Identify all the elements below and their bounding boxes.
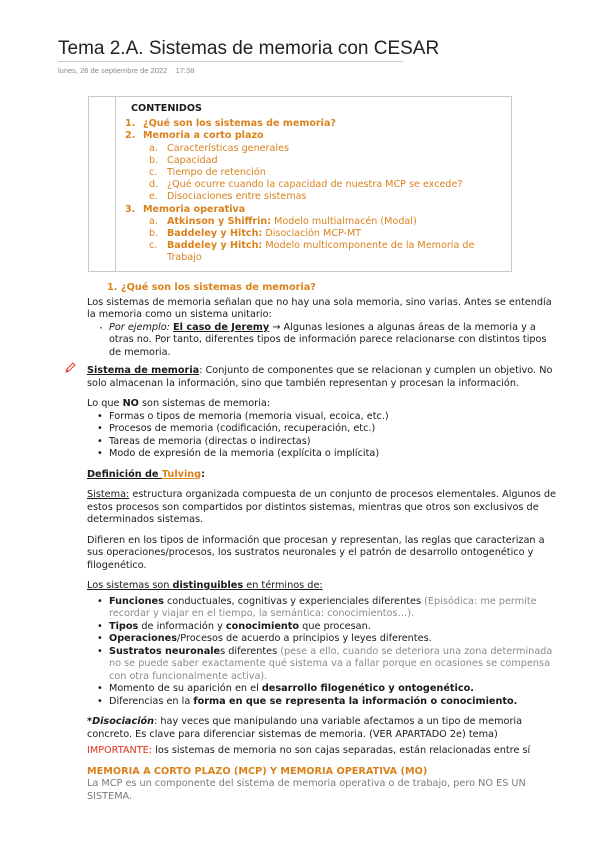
- text: de información y: [138, 620, 226, 632]
- contents-item: [125, 204, 505, 216]
- example-list: [87, 322, 557, 360]
- emphasis: forma en que se representa la información o conocimiento.: [193, 695, 518, 707]
- contents-item-label: Modelo multicomponente de la Memoria de Trabajo: [167, 240, 475, 264]
- contents-item-author: Atkinson y Shiffrin:: [167, 215, 272, 227]
- section-number: 1.: [107, 282, 118, 293]
- tulving-name: Tulving: [161, 468, 202, 480]
- list-item: [109, 633, 557, 646]
- disociacion-term: *Disociación: [87, 716, 155, 727]
- contents-subitem: [125, 143, 505, 155]
- definition-paragraph: [87, 365, 557, 390]
- arrow-icon: →: [272, 321, 281, 333]
- contents-subitem: [125, 179, 505, 191]
- section-heading: [87, 282, 557, 295]
- emphasis: desarrollo filogenético y ontogenético.: [261, 683, 474, 694]
- sistema-paragraph: [87, 489, 557, 527]
- contents-item-label: ¿Qué ocurre cuando la capacidad de nuestra MCP se excede?: [167, 179, 463, 191]
- list-item: • Formas o tipos de memoria (memoria visual, ecoica, etc.): [109, 411, 557, 424]
- contents-item-label: ¿Qué son los sistemas de memoria?: [143, 118, 336, 130]
- list-item: • Modo de expresión de la memoria (explícita o implícita): [109, 448, 557, 461]
- contents-item-label: Modelo multialmacén (Modal): [271, 215, 417, 227]
- sistema-label: Sistema:: [87, 489, 130, 500]
- emphasis: Funciones: [109, 595, 164, 607]
- importante-paragraph: [87, 745, 557, 758]
- text: en términos de:: [243, 580, 323, 591]
- text: son sistemas de memoria:: [138, 398, 271, 409]
- section-heading-text: ¿Qué son los sistemas de memoria?: [121, 282, 316, 293]
- list-item: [109, 621, 557, 634]
- list-item: [109, 683, 557, 696]
- sistema-text: estructura organizada compuesta de un conjunto de procesos elementales. Algunos de estos procesos son compartidos por distintos sistemas, mientras que otros son exclusivos de determinados sistemas.: [87, 489, 557, 525]
- text: conductuales, cognitivas y experienciales diferentes: [163, 595, 422, 607]
- page-title: Tema 2.A. Sistemas de memoria con CESAR: [58, 38, 440, 59]
- distinguibles-intro: [87, 580, 557, 593]
- text: /Procesos de acuerdo a principios y leyes diferentes.: [177, 633, 432, 644]
- contents-subitem: [125, 191, 505, 203]
- list-item: • Tareas de memoria (directas o indirectas): [109, 436, 557, 449]
- importante-text: los sistemas de memoria no son cajas separadas, están relacionadas entre sí: [152, 745, 531, 756]
- text: Lo que: [87, 398, 123, 409]
- mcp-paragraph: La MCP es un componente del sistema de memoria operativa o de trabajo, pero NO ES UN SISTEMA.: [87, 778, 526, 802]
- note-body: [87, 282, 557, 803]
- contents-item-number: b.: [149, 154, 159, 166]
- contents-item-number: c.: [149, 240, 158, 252]
- contents-subitem: [125, 228, 505, 240]
- contents-item-number: d.: [149, 179, 159, 191]
- contents-item-number: 3.: [125, 203, 136, 215]
- tulving-heading: [87, 469, 557, 482]
- emphasis: NO: [122, 398, 139, 409]
- contents-item-label: Tiempo de retención: [167, 167, 266, 179]
- contents-heading: CONTENIDOS: [131, 103, 202, 114]
- contents-subitem: [125, 240, 505, 264]
- emphasis: Operaciones: [109, 633, 178, 644]
- not-systems-intro: [87, 398, 557, 411]
- contents-item-number: a.: [149, 215, 158, 227]
- text: Momento de su aparición en el: [109, 683, 262, 694]
- disociacion-paragraph: [87, 716, 557, 741]
- text: Los sistemas son: [87, 580, 173, 591]
- contents-item: [125, 118, 505, 130]
- contents-subitem: [125, 155, 505, 167]
- note-text: (pese a ello, cuando se deteriora una zona determinada no se puede saber exactamente qué sistema va a fallar porque en ocasiones se compensa con otra funcionalmente activa).: [109, 645, 553, 682]
- contents-item-author: Baddeley y Hitch:: [167, 240, 263, 252]
- text: Definición de: [87, 468, 162, 480]
- emphasis: distinguibles: [172, 580, 244, 591]
- text: :: [201, 468, 205, 480]
- not-systems-list: [87, 411, 557, 461]
- definition-text: : Conjunto de componentes que se relacionan y cumplen un objetivo. No solo almacenan la información, sino que también representan y procesan la información.: [87, 365, 553, 389]
- contents-item-number: 1.: [125, 118, 136, 130]
- contents-item-author: Baddeley y Hitch:: [167, 228, 263, 240]
- list-item: [109, 596, 557, 621]
- title-divider: [58, 61, 403, 62]
- example-prefix: Por ejemplo:: [109, 321, 170, 333]
- difieren-paragraph: Difieren en los tipos de información que procesan y representan, las reglas que caracterizan a sus operaciones/procesos, los sustratos neuronales y el patrón de desarrollo ontogenético y filogenético.: [87, 534, 545, 571]
- emphasis: Tipos: [109, 620, 139, 632]
- pencil-icon: [64, 362, 76, 374]
- list-item: [109, 696, 557, 709]
- contents-subitem: [125, 167, 505, 179]
- mcp-heading: MEMORIA A CORTO PLAZO (MCP) Y MEMORIA OPERATIVA (MO): [87, 765, 428, 777]
- list-item: [109, 322, 557, 360]
- list-item: [109, 646, 557, 684]
- example-case: El caso de Jeremy: [173, 321, 270, 333]
- definition-term: Sistema de memoria: [87, 365, 200, 376]
- emphasis: conocimiento: [225, 620, 300, 632]
- contents-item-number: e.: [149, 191, 158, 203]
- example-text: Algunas lesiones a algunas áreas de la memoria y a otras no. Por tanto, diferentes tipos de información parece relacionarse con distintos tipos de memoria.: [109, 321, 547, 358]
- page-timestamp: [58, 66, 194, 75]
- contents-item-number: 2.: [125, 130, 136, 142]
- text: Diferencias en la: [109, 695, 194, 707]
- contents-subitem: [125, 216, 505, 228]
- text: que procesan.: [299, 620, 371, 632]
- page-date: lunes, 26 de septiembre de 2022: [58, 66, 168, 75]
- contents-item-number: b.: [149, 228, 159, 240]
- list-item: • Procesos de memoria (codificación, recuperación, etc.): [109, 423, 557, 436]
- contents-item-number: a.: [149, 142, 158, 154]
- contents-item-label: Disociación MCP-MT: [262, 228, 362, 240]
- importante-label: IMPORTANTE:: [87, 745, 153, 756]
- contents-item: [125, 130, 505, 142]
- disociacion-text: : hay veces que manipulando una variable afectamos a un tipo de memoria concreto. Es clave para diferenciar sistemas de memoria. (VER APARTADO 2e) tema): [87, 716, 523, 740]
- contents-item-number: c.: [149, 167, 158, 179]
- contents-table-divider: [115, 97, 116, 271]
- contents-item-label: Capacidad: [167, 154, 218, 166]
- contents-list: [125, 103, 505, 265]
- contents-item-label: Memoria operativa: [143, 203, 246, 215]
- contents-item-label: Disociaciones entre sistemas: [167, 191, 307, 203]
- emphasis: Sustratos neuronale: [109, 645, 221, 657]
- text: s diferentes: [220, 645, 278, 657]
- note-text: (Episódica: me permite recordar y viajar en el tiempo, la semántica: conocimientos…).: [109, 595, 537, 619]
- intro-paragraph: Los sistemas de memoria señalan que no hay una sola memoria, sino varias. Antes se entendía la memoria como un sistema unitario:: [87, 296, 552, 320]
- contents-item-label: Características generales: [167, 142, 289, 154]
- distinguibles-list: [87, 596, 557, 709]
- page-time: 17:38: [175, 66, 195, 75]
- contents-item-label: Memoria a corto plazo: [143, 130, 264, 142]
- contents-table: [88, 96, 512, 272]
